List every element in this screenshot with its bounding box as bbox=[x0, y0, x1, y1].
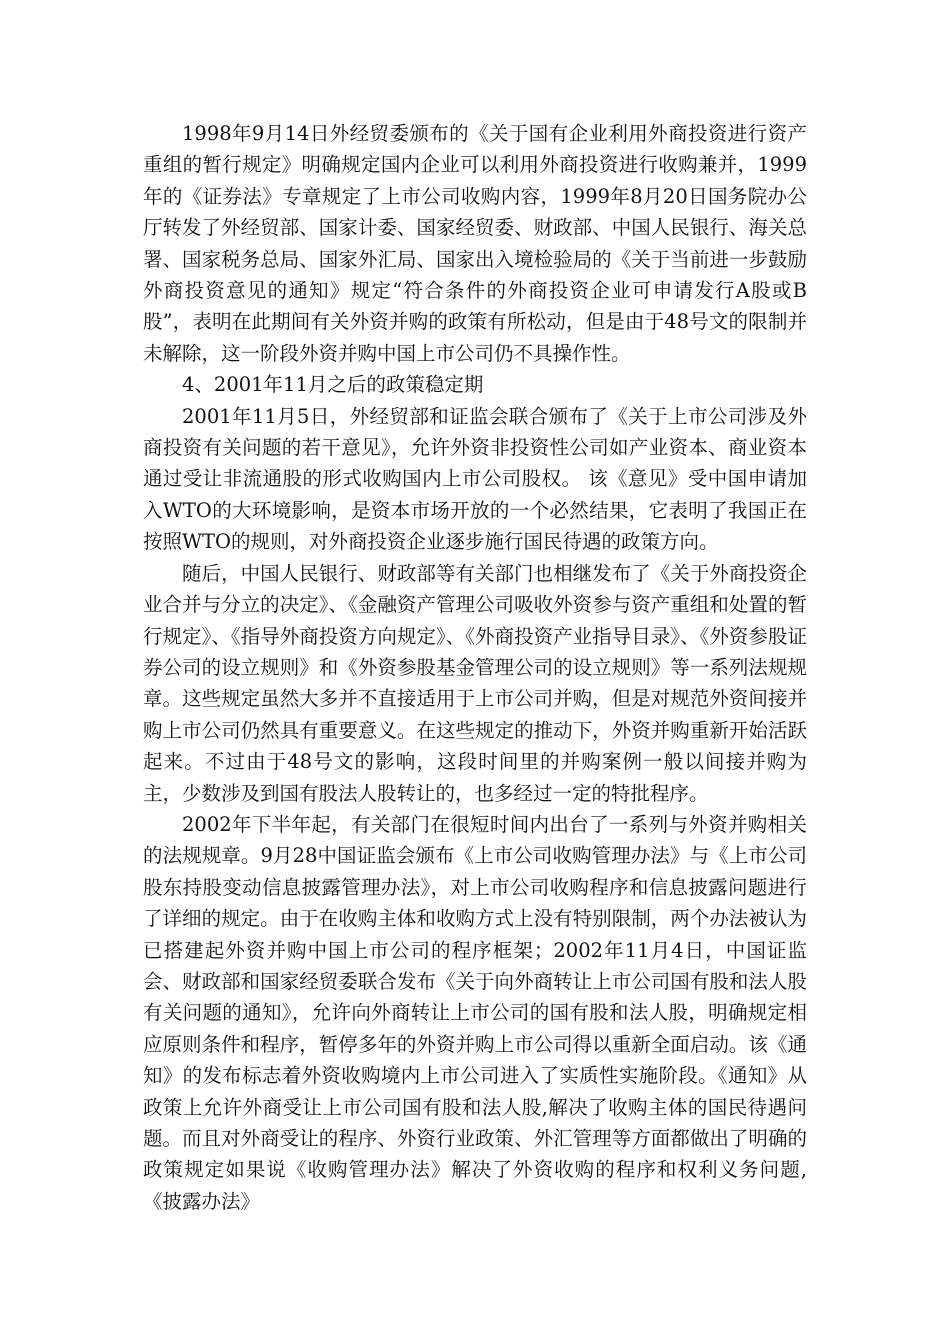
paragraph-related-regulations: 随后，中国人民银行、财政部等有关部门也相继发布了《关于外商投资企业合并与分立的决定》、《金融资产管理公司吸收外资参与资产重组和处置的暂行规定》、《指导外商投资方向规定》、《外商投资产业指导目录》、《外资参股证券公司的设立规则》和《外资参股基金管理公司的设立规则》等一系列法规规章。这些规定虽然大多并不直接适用于上市公司并购，但是对规范外资间接并购上市公司仍然具有重要意义。在这些规定的推动下，外资并购重新开始活跃起来。不过由于48号文的影响，这段时间里的并购案例一般以间接并购为主，少数涉及到国有股法人股转让的，也多经过一定的特批程序。 bbox=[143, 561, 807, 805]
section-heading-2001-stable-period: 4、2001年11月之后的政策稳定期 bbox=[182, 373, 484, 397]
paragraph-2002-regulations: 2002年下半年起，有关部门在很短时间内出台了一系列与外资并购相关的法规规章。9月28中国证监会颁布《上市公司收购管理办法》与《上市公司股东持股变动信息披露管理办法》，对上市公司收购程序和信息披露问题进行了详细的规定。由于在收购主体和收购方式上没有特别限制，两个办法被认为已搭建起外资并购中国上市公司的程序框架；2002年11月4日，中国证监会、财政部和国家经贸委联合发布《关于向外商转让上市公司国有股和法人股有关问题的通知》，允许向外商转让上市公司的国有股和法人股，明确规定相应原则条件和程序，暂停多年的外资并购上市公司得以重新全面启动。该《通知》的发布标志着外资收购境内上市公司进入了实质性实施阶段。《通知》从政策上允许外商受让上市公司国有股和法人股,解决了收购主体的国民待遇问题。而且对外商受让的程序、外资行业政策、外汇管理等方面都做出了明确的政策规定如果说《收购管理办法》解决了外资收购的程序和权利义务问题,《披露办法》 bbox=[143, 812, 807, 1213]
paragraph-1998-regulations: 1998年9月14日外经贸委颁布的《关于国有企业利用外商投资进行资产重组的暂行规定》明确规定国内企业可以利用外商投资进行收购兼并，1999年的《证券法》专章规定了上市公司收购内容，1999年8月20日国务院办公厅转发了外经贸部、国家计委、国家经贸委、财政部、中国人民银行、海关总署、国家税务总局、国家外汇局、国家出入境检验局的《关于当前进一步鼓励外商投资意见的通知》规定“符合条件的外商投资企业可申请发行A股或B股”，表明在此期间有关外资并购的政策有所松动，但是由于48号文的限制并未解除，这一阶段外资并购中国上市公司仍不具操作性。 bbox=[143, 122, 807, 365]
paragraph-2001-opinions: 2001年11月5日，外经贸部和证监会联合颁布了《关于上市公司涉及外商投资有关问题的若干意见》，允许外资非投资性公司如产业资本、商业资本通过受让非流通股的形式收购国内上市公司股权。 该《意见》受中国申请加入WTO的大环境影响，是资本市场开放的一个必然结果，它表明了我国正在按照WTO的规则，对外商投资企业逐步施行国民待遇的政策方向。 bbox=[143, 404, 807, 554]
document-body bbox=[143, 118, 807, 1217]
